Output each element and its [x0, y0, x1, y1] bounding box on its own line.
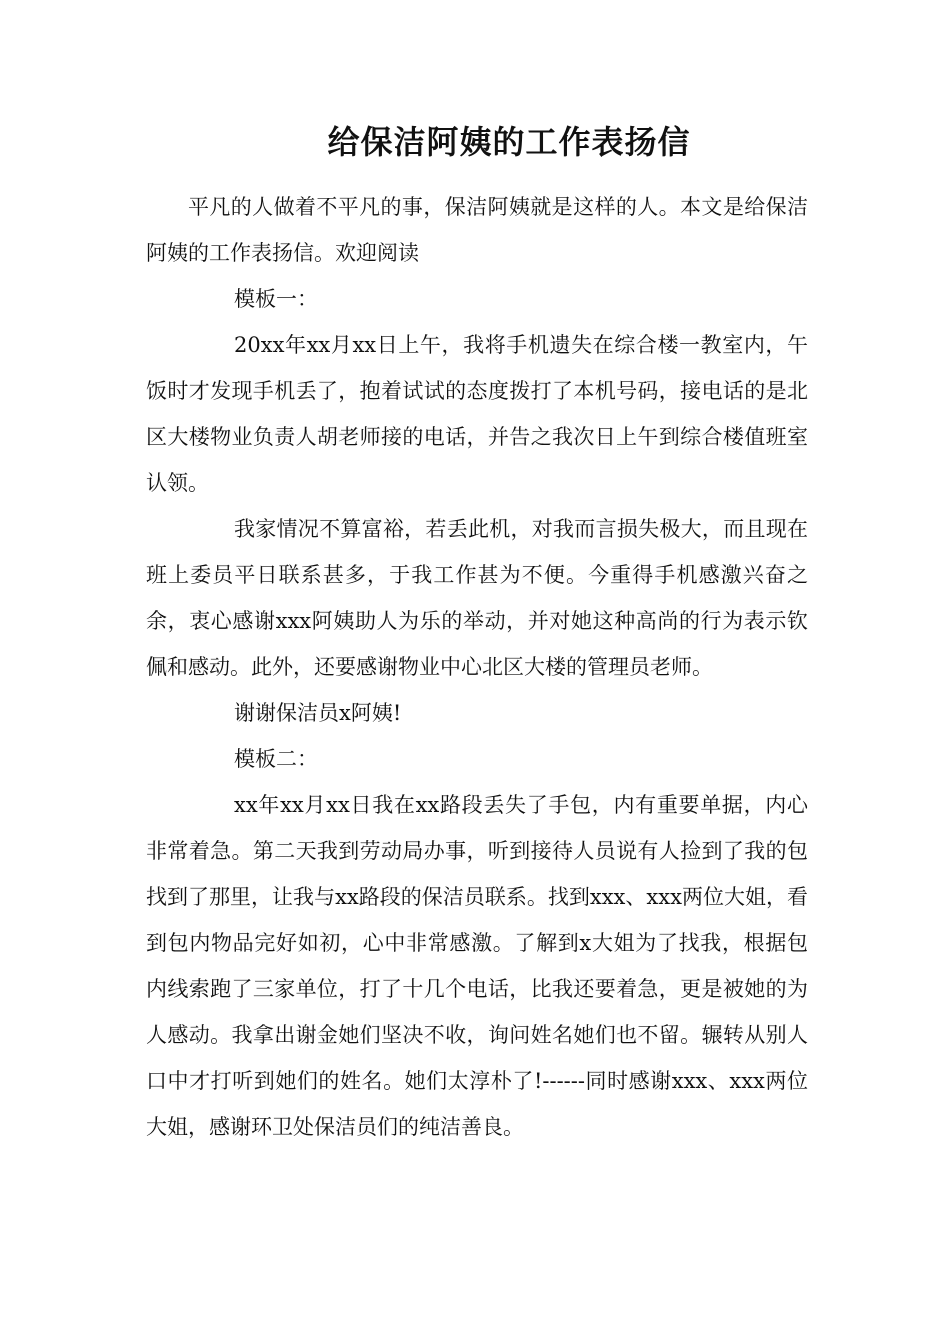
- template2-heading: 模板二：: [234, 747, 318, 771]
- template1-thanks: 谢谢保洁员x阿姨!: [234, 701, 402, 725]
- document-body: [146, 184, 808, 1150]
- template1-paragraph-1: 20xx年xx月xx日上午，我将手机遗失在综合楼一教室内，午饭时才发现手机丢了，抱着试试的态度拨打了本机号码，接电话的是北区大楼物业负责人胡老师接的电话，并告之我次日上午到综合楼值班室认领。: [146, 333, 808, 495]
- template2-paragraph-1: xx年xx月xx日我在xx路段丢失了手包，内有重要单据，内心非常着急。第二天我到劳动局办事，听到接待人员说有人捡到了我的包找到了那里，让我与xx路段的保洁员联系。找到xxx、xxx两位大姐，看到包内物品完好如初，心中非常感激。了解到x大姐为了找我，根据包内线索跑了三家单位，打了十几个电话，比我还要着急，更是被她的为人感动。我拿出谢金她们坚决不收，询问姓名她们也不留。辗转从别人口中才打听到她们的姓名。她们太淳朴了!------同时感谢xxx、xxx两位大姐，感谢环卫处保洁员们的纯洁善良。: [146, 793, 808, 1139]
- template1-heading: 模板一：: [234, 287, 318, 311]
- intro-paragraph: 平凡的人做着不平凡的事，保洁阿姨就是这样的人。本文是给保洁阿姨的工作表扬信。欢迎阅读: [146, 195, 808, 265]
- template1-paragraph-2: 我家情况不算富裕，若丢此机，对我而言损失极大，而且现在班上委员平日联系甚多，于我工作甚为不便。今重得手机感激兴奋之余，衷心感谢xxx阿姨助人为乐的举动，并对她这种高尚的行为表示钦佩和感动。此外，还要感谢物业中心北区大楼的管理员老师。: [146, 517, 808, 679]
- document-title: 给保洁阿姨的工作表扬信: [327, 123, 691, 161]
